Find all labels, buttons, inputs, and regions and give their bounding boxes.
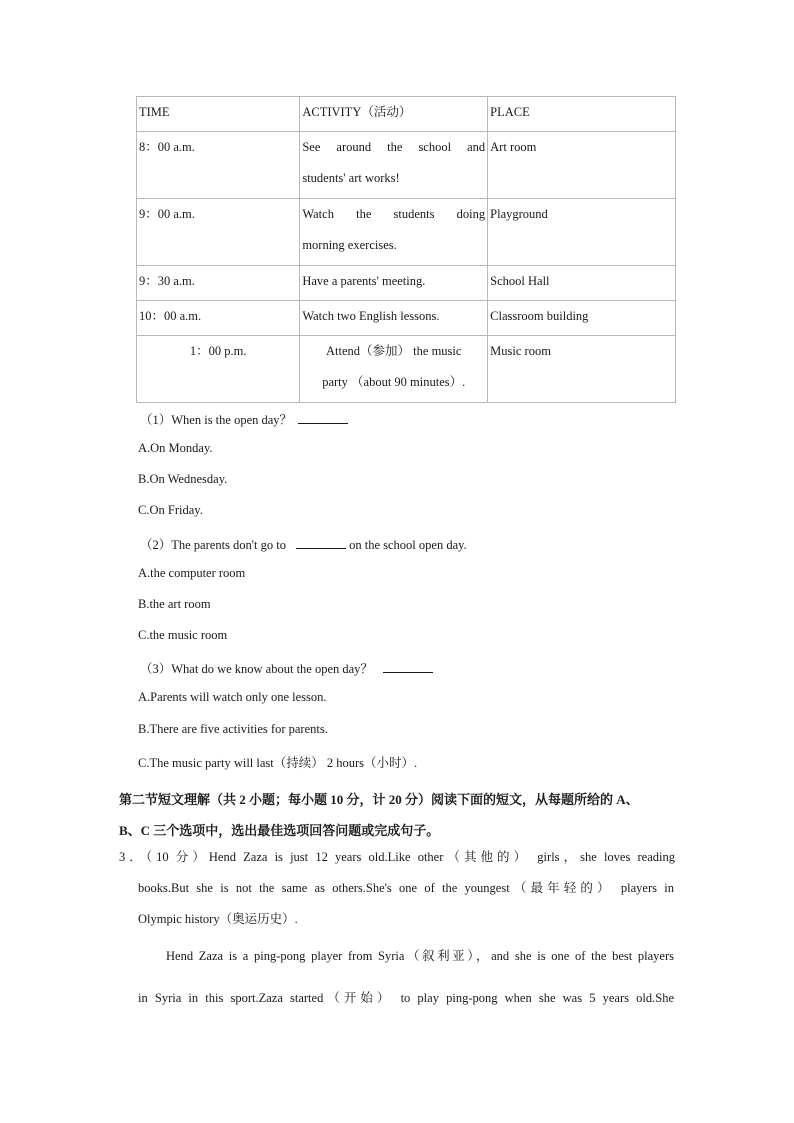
question-1 xyxy=(140,410,348,428)
activity-line: students' art works! xyxy=(302,171,400,185)
cell-activity: Watch two English lessons. xyxy=(300,301,488,336)
activity-line: Watch the students doing xyxy=(302,207,486,221)
cell-activity: Have a parents' meeting. xyxy=(300,266,488,301)
passage-line: books.But she is not the same as others.She's one of the youngest（最年轻的） players in xyxy=(138,881,674,895)
option-a: A.Parents will watch only one lesson. xyxy=(138,690,327,704)
cell-place: Classroom building xyxy=(488,301,676,336)
activity-line: Attend（参加） the music xyxy=(326,344,462,358)
passage-line: in Syria in this sport.Zaza started（开始） to play ping-pong when she was 5 years old.She xyxy=(138,991,674,1005)
passage-line: Olympic history（奥运历史）. xyxy=(138,912,298,926)
cell-activity xyxy=(300,336,488,403)
schedule-table xyxy=(136,96,676,403)
option-a: A.the computer room xyxy=(138,566,246,580)
activity-line: See around the school and xyxy=(302,140,486,154)
answer-blank xyxy=(296,538,346,549)
cell-time: 9：00 a.m. xyxy=(137,199,300,266)
cell-time: 9：30 a.m. xyxy=(137,266,300,301)
question-text: （2）The parents don't go to xyxy=(140,538,286,552)
header-activity: ACTIVITY（活动） xyxy=(300,97,488,132)
table-row xyxy=(137,199,676,266)
question-text: on the school open day. xyxy=(349,538,467,552)
activity-line: morning exercises. xyxy=(302,238,397,252)
option-b: B.the art room xyxy=(138,597,211,611)
header-time: TIME xyxy=(137,97,300,132)
option-c: C.the music room xyxy=(138,628,228,642)
answer-blank xyxy=(298,413,348,424)
cell-activity xyxy=(300,199,488,266)
question-text: （3）What do we know about the open day？ xyxy=(140,662,373,676)
table-row xyxy=(137,301,676,336)
option-a: A.On Monday. xyxy=(138,441,213,455)
passage-line: Hend Zaza is a ping-pong player from Syria（叙利亚），and she is one of the best players xyxy=(166,949,674,963)
table-row xyxy=(137,266,676,301)
option-c: C.The music party will last（持续） 2 hours（小时）. xyxy=(138,756,418,770)
cell-place: School Hall xyxy=(488,266,676,301)
question-text: （1）When is the open day？ xyxy=(140,413,293,427)
option-b: B.On Wednesday. xyxy=(138,472,228,486)
passage-line: 3．（10 分）Hend Zaza is just 12 years old.Like other（其他的） girls，she loves reading xyxy=(119,850,675,864)
section-heading-line: B、C 三个选项中，选出最佳选项回答问题或完成句子。 xyxy=(119,823,440,838)
cell-place: Music room xyxy=(488,336,676,403)
question-2 xyxy=(140,535,467,553)
cell-place: Art room xyxy=(488,132,676,199)
cell-place: Playground xyxy=(488,199,676,266)
activity-line: party （about 90 minutes）. xyxy=(322,375,466,389)
option-c: C.On Friday. xyxy=(138,503,203,517)
table-header-row xyxy=(137,97,676,132)
table-row xyxy=(137,132,676,199)
cell-time: 1：00 p.m. xyxy=(137,336,300,403)
section-heading-line: 第二节短文理解（共 2 小题；每小题 10 分，计 20 分）阅读下面的短文，从每题所给的 A、 xyxy=(119,792,639,807)
header-place: PLACE xyxy=(488,97,676,132)
question-3 xyxy=(140,659,433,677)
answer-blank xyxy=(383,662,433,673)
cell-activity xyxy=(300,132,488,199)
option-b: B.There are five activities for parents. xyxy=(138,722,328,736)
cell-time: 10：00 a.m. xyxy=(137,301,300,336)
section-heading xyxy=(119,784,675,846)
cell-time: 8：00 a.m. xyxy=(137,132,300,199)
table-row xyxy=(137,336,676,403)
